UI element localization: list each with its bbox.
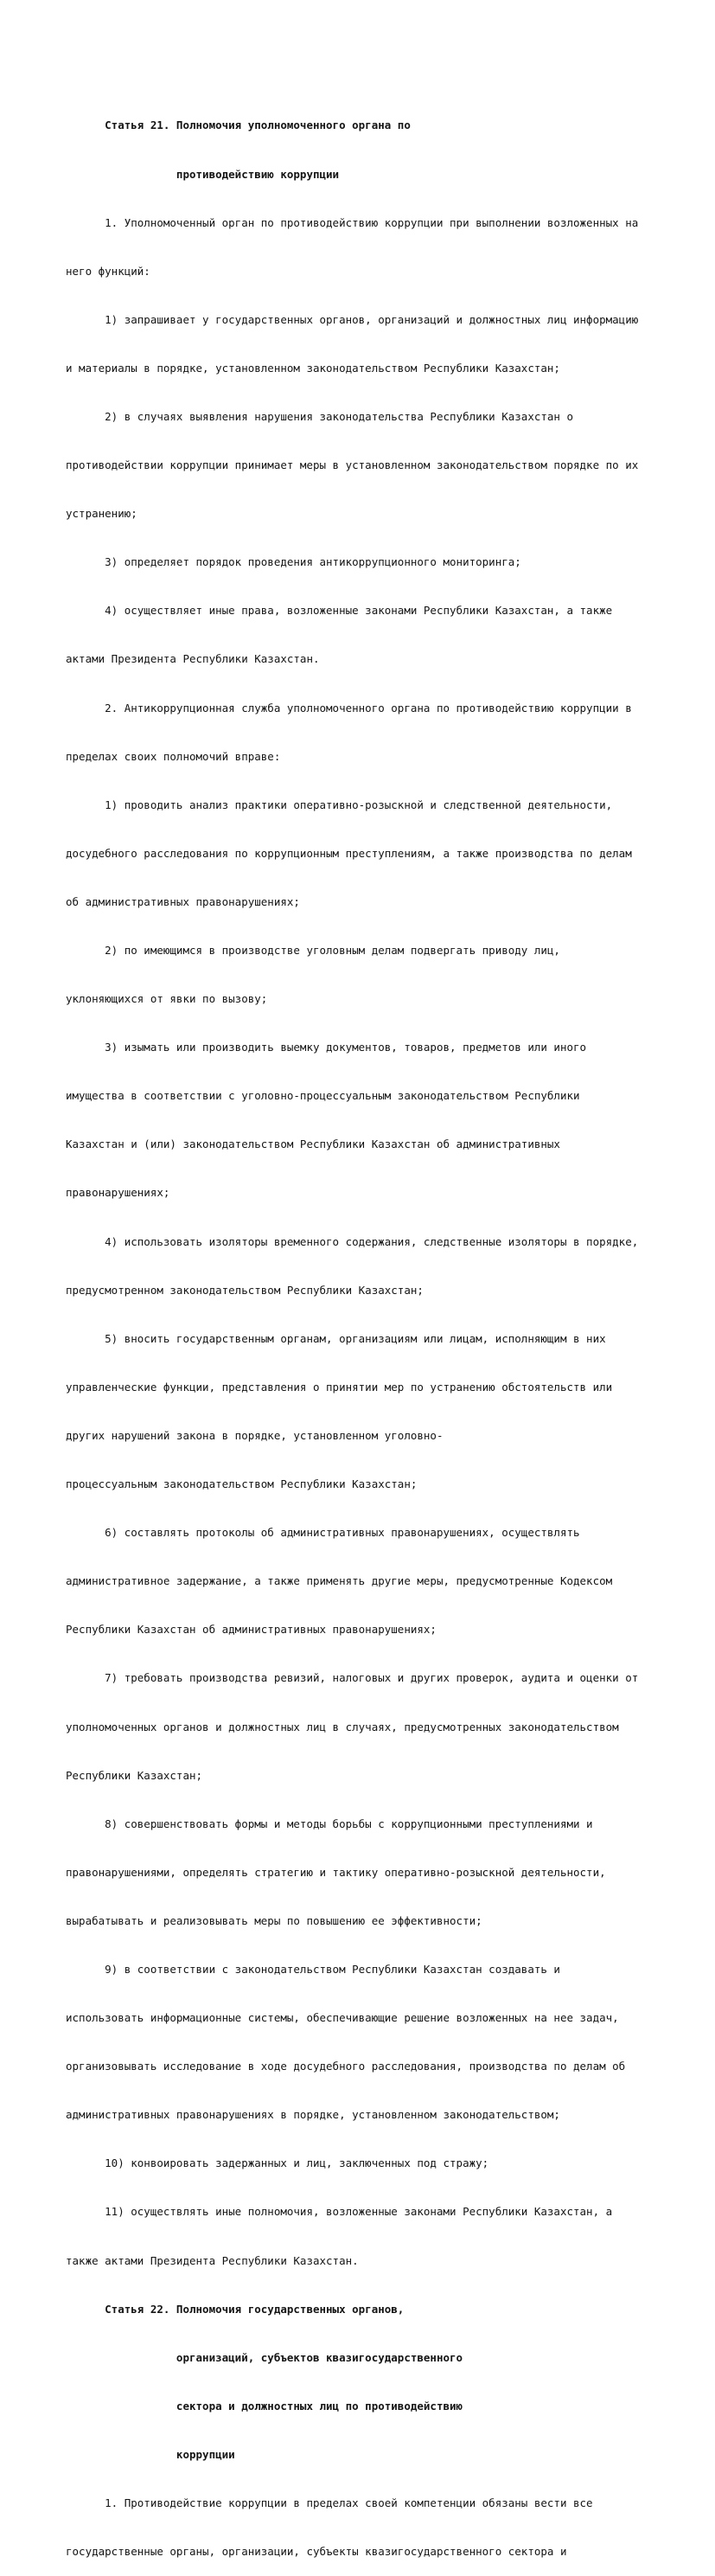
text-line: организовывать исследование в ходе досудебного расследования, производства по делам об	[66, 2060, 626, 2073]
text-line: уклоняющихся от явки по вызову;	[66, 992, 268, 1006]
text-line: противодействии коррупции принимает меры в установленном законодательством порядке по их	[66, 458, 639, 472]
text-line: него функций:	[66, 264, 150, 278]
text-line: других нарушений закона в порядке, установленном уголовно-	[66, 1428, 444, 1442]
text-line: 6) составлять протоколы об административных правонарушениях, осуществлять	[66, 1526, 580, 1540]
text-line: 4) использовать изоляторы временного содержания, следственные изоляторы в порядке,	[66, 1234, 639, 1248]
article-21-heading: Статья 21. Полномочия уполномоченного органа по	[66, 119, 411, 132]
text-line: правонарушениями, определять стратегию и тактику оперативно-розыскной деятельности,	[66, 1865, 606, 1879]
text-line: предусмотренном законодательством Республики Казахстан;	[66, 1283, 424, 1297]
text-line: использовать информационные системы, обеспечивающие решение возложенных на нее задач,	[66, 2011, 619, 2025]
article-22-heading-cont: коррупции	[66, 2447, 235, 2461]
text-line: также актами Президента Республики Казахстан.	[66, 2253, 359, 2267]
text-line: административное задержание, а также применять другие меры, предусмотренные Кодексом	[66, 1574, 613, 1588]
text-line: 3) изымать или производить выемку документов, товаров, предметов или иного	[66, 1041, 587, 1054]
text-line: уполномоченных органов и должностных лиц в случаях, предусмотренных законодательством	[66, 1720, 619, 1733]
document-page	[66, 86, 654, 2576]
text-line: 3) определяет порядок проведения антикоррупционного мониторинга;	[66, 555, 521, 569]
text-line: досудебного расследования по коррупционным преступлениям, а также производства по делам	[66, 846, 632, 860]
text-line: пределах своих полномочий вправе:	[66, 749, 281, 763]
text-line: 2) по имеющимся в производстве уголовным делам подвергать приводу лиц,	[66, 944, 560, 957]
text-line: 7) требовать производства ревизий, налоговых и других проверок, аудита и оценки от	[66, 1671, 639, 1685]
text-line: 4) осуществляет иные права, возложенные законами Республики Казахстан, а также	[66, 604, 613, 618]
text-line: Республики Казахстан;	[66, 1768, 203, 1782]
text-line: 1) проводить анализ практики оперативно-розыскной и следственной деятельности,	[66, 798, 613, 811]
text-line: правонарушениях;	[66, 1186, 170, 1200]
text-line: 1) запрашивает у государственных органов, организаций и должностных лиц информацию	[66, 312, 639, 326]
text-line: Республики Казахстан об административных правонарушениях;	[66, 1623, 437, 1637]
article-22-heading-cont: сектора и должностных лиц по противодействию	[66, 2399, 463, 2413]
text-line: актами Президента Республики Казахстан.	[66, 652, 320, 666]
text-line: и материалы в порядке, установленном законодательством Республики Казахстан;	[66, 361, 560, 375]
text-line: об административных правонарушениях;	[66, 894, 300, 908]
text-line: вырабатывать и реализовывать меры по повышению ее эффективности;	[66, 1913, 482, 1927]
text-line: 1. Уполномоченный орган по противодействию коррупции при выполнении возложенных на	[66, 215, 639, 229]
text-line: административных правонарушениях в порядке, установленном законодательством;	[66, 2108, 560, 2122]
text-line: 9) в соответствии с законодательством Республики Казахстан создавать и	[66, 1962, 560, 1976]
text-line: устранению;	[66, 507, 137, 521]
article-22-heading: Статья 22. Полномочия государственных органов,	[66, 2302, 405, 2316]
text-line: государственные органы, организации, субъекты квазигосударственного сектора и	[66, 2545, 567, 2559]
article-21-heading-cont: противодействию коррупции	[66, 167, 340, 181]
text-line: 1. Противодействие коррупции в пределах своей компетенции обязаны вести все	[66, 2496, 593, 2509]
article-22-heading-cont: организаций, субъектов квазигосударственного	[66, 2350, 463, 2364]
text-line: управленческие функции, представления о принятии мер по устранению обстоятельств или	[66, 1380, 613, 1394]
text-line: 10) конвоировать задержанных и лиц, заключенных под стражу;	[66, 2156, 489, 2170]
text-line: 8) совершенствовать формы и методы борьбы с коррупционными преступлениями и	[66, 1817, 593, 1830]
text-line: 2. Антикоррупционная служба уполномоченного органа по противодействию коррупции в	[66, 701, 632, 714]
text-line: 2) в случаях выявления нарушения законодательства Республики Казахстан о	[66, 409, 573, 423]
text-line: процессуальным законодательством Республики Казахстан;	[66, 1477, 418, 1491]
text-line: Казахстан и (или) законодательством Республики Казахстан об административных	[66, 1137, 560, 1151]
text-line: имущества в соответствии с уголовно-процессуальным законодательством Республики	[66, 1089, 580, 1103]
text-line: 11) осуществлять иные полномочия, возложенные законами Республики Казахстан, а	[66, 2205, 613, 2219]
text-line: 5) вносить государственным органам, организациям или лицам, исполняющим в них	[66, 1331, 606, 1345]
